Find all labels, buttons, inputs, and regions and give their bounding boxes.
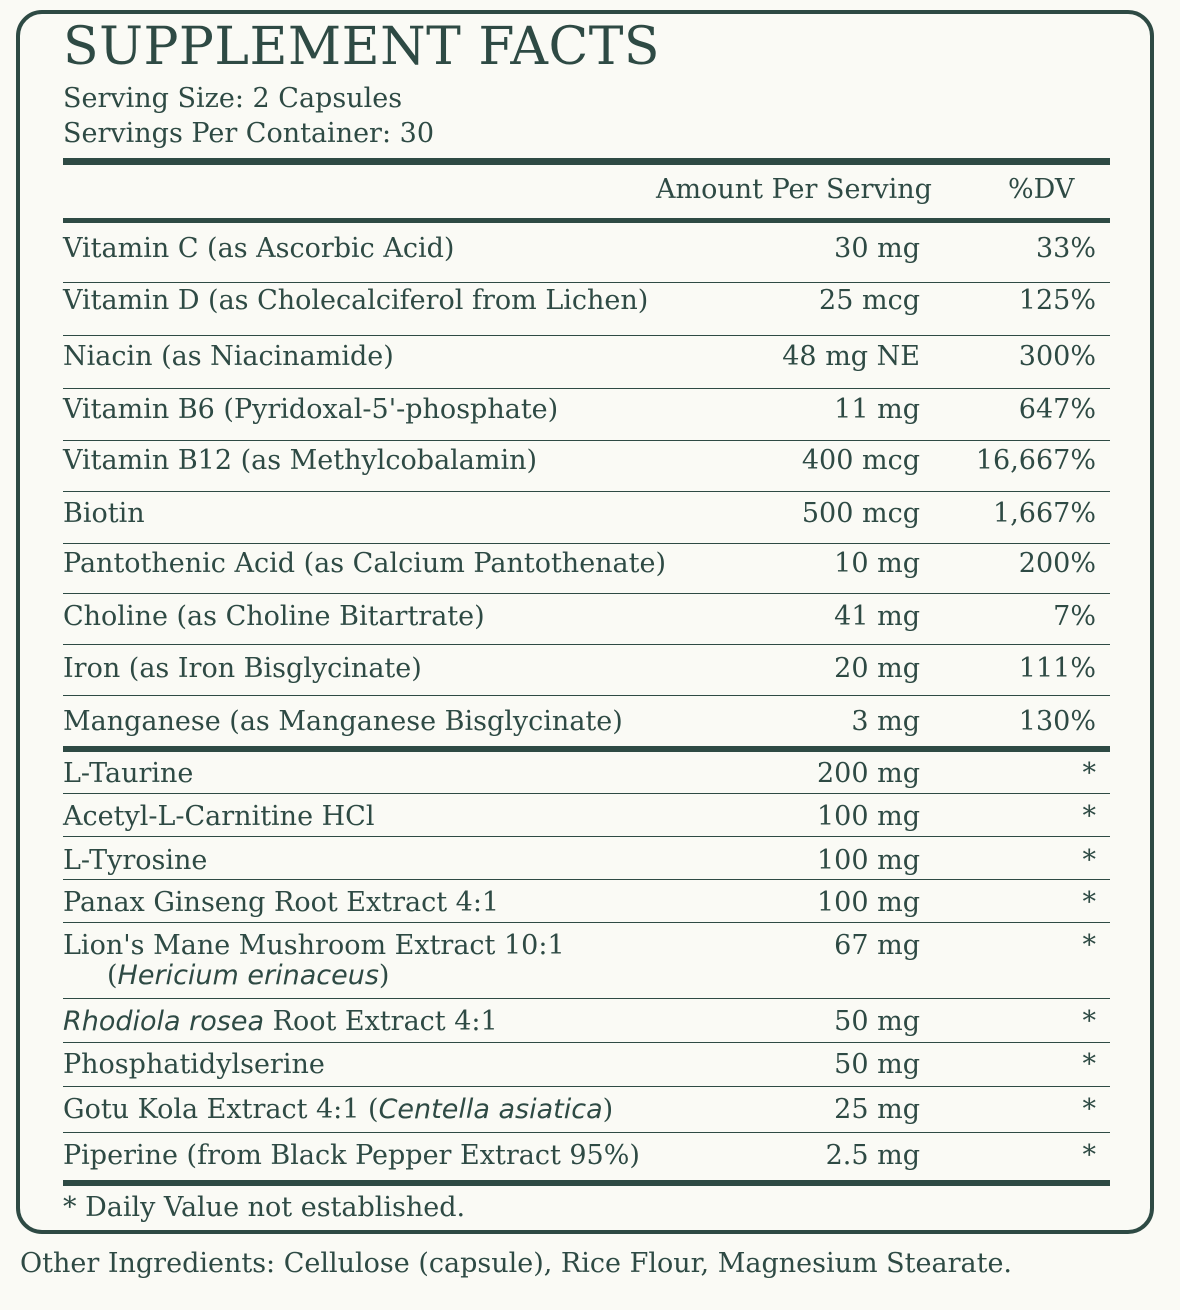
nutrient-name: Pantothenic Acid (as Calcium Pantothenate) [63,548,667,579]
ingredient-name: Gotu Kola Extract 4:1 (Centella asiatica) [63,1094,614,1125]
nutrient-row [63,599,1110,645]
nutrient-row [63,496,1110,544]
nutrient-name: Iron (as Iron Bisglycinate) [63,653,422,684]
nutrient-dv: 125% [1018,285,1096,316]
dv-header: %DV [1008,174,1075,205]
nutrient-dv: 300% [1018,341,1096,372]
nutrient-amount: 30 mg [834,233,920,264]
nutrient-dv: 33% [1035,233,1096,264]
nutrient-name: Niacin (as Niacinamide) [63,341,394,372]
nutrient-amount: 41 mg [834,601,920,632]
ingredient-amount: 67 mg [834,930,920,961]
ingredient-dv: * [1082,1094,1096,1125]
ingredient-name: Lion's Mane Mushroom Extract 10:1 [63,930,565,961]
ingredient-row [63,756,1110,794]
nutrient-dv: 1,667% [993,498,1096,529]
nutrient-name: Biotin [63,498,145,529]
nutrient-amount: 20 mg [834,653,920,684]
ingredient-row [63,799,1110,837]
nutrient-name: Vitamin B6 (Pyridoxal-5'-phosphate) [63,394,559,425]
ingredient-dv: * [1082,1049,1096,1080]
ingredient-dv: * [1082,1140,1096,1171]
ingredient-amount: 25 mg [834,1094,920,1125]
ingredient-amount: 2.5 mg [825,1140,920,1171]
nutrient-row [63,392,1110,441]
servings-per-container: Servings Per Container: 30 [63,118,434,149]
nutrient-row [63,231,1110,283]
nutrient-amount: 11 mg [834,394,920,425]
ingredient-species: (Hericium erinaceus) [107,960,390,991]
nutrient-name: Vitamin B12 (as Methylcobalamin) [63,445,538,476]
ingredient-row [63,1092,1110,1133]
thick-divider [63,158,1110,165]
nutrient-amount: 3 mg [851,706,920,737]
ingredient-amount: 50 mg [834,1049,920,1080]
ingredient-row [63,928,1110,999]
nutrient-row [63,704,1110,744]
panel-title: SUPPLEMENT FACTS [63,17,661,77]
nutrient-row [63,443,1110,492]
ingredient-name: L-Tyrosine [63,845,208,876]
nutrient-dv: 7% [1053,601,1096,632]
nutrient-amount: 400 mcg [801,445,920,476]
nutrient-dv: 130% [1018,706,1096,737]
ingredient-dv: * [1082,758,1096,789]
nutrient-dv: 200% [1018,548,1096,579]
nutrient-amount: 500 mcg [801,498,920,529]
ingredient-dv: * [1082,845,1096,876]
ingredient-amount: 100 mg [816,845,920,876]
nutrient-row [63,283,1110,336]
nutrient-dv: 111% [1018,653,1096,684]
nutrient-amount: 10 mg [834,548,920,579]
ingredient-dv: * [1082,930,1096,961]
ingredient-amount: 100 mg [816,887,920,918]
ingredient-row [63,1138,1110,1176]
bottom-divider [63,1180,1110,1186]
other-ingredients: Other Ingredients: Cellulose (capsule), Rice Flour, Magnesium Stearate. [20,1248,1012,1279]
nutrient-dv: 16,667% [975,445,1096,476]
nutrient-amount: 25 mcg [819,285,920,316]
ingredient-name: L-Taurine [63,758,194,789]
footnote: * Daily Value not established. [63,1192,466,1223]
nutrient-name: Manganese (as Manganese Bisglycinate) [63,706,623,737]
ingredient-dv: * [1082,887,1096,918]
nutrient-row [63,651,1110,696]
nutrient-name: Vitamin C (as Ascorbic Acid) [63,233,455,264]
nutrient-amount: 48 mg NE [782,341,920,372]
ingredient-amount: 200 mg [816,758,920,789]
nutrient-name: Choline (as Choline Bitartrate) [63,601,485,632]
ingredient-row [63,1004,1110,1043]
ingredient-name: Panax Ginseng Root Extract 4:1 [63,887,500,918]
ingredient-amount: 50 mg [834,1006,920,1037]
serving-size: Serving Size: 2 Capsules [63,83,403,114]
nutrient-row [63,339,1110,389]
amount-header: Amount Per Serving [656,174,932,205]
ingredient-name: Piperine (from Black Pepper Extract 95%) [63,1140,640,1171]
ingredient-row [63,1047,1110,1087]
nutrient-row [63,546,1110,594]
ingredient-dv: * [1082,801,1096,832]
nutrient-name: Vitamin D (as Cholecalciferol from Lichen) [63,285,649,316]
ingredient-dv: * [1082,1006,1096,1037]
ingredient-row [63,885,1110,923]
section-divider [63,746,1110,752]
ingredient-name: Acetyl-L-Carnitine HCl [63,801,375,832]
header-divider [63,218,1110,223]
ingredient-name: Rhodiola rosea Root Extract 4:1 [63,1006,498,1037]
ingredient-row [63,843,1110,880]
ingredient-amount: 100 mg [816,801,920,832]
ingredient-name: Phosphatidylserine [63,1049,325,1080]
nutrient-dv: 647% [1018,394,1096,425]
